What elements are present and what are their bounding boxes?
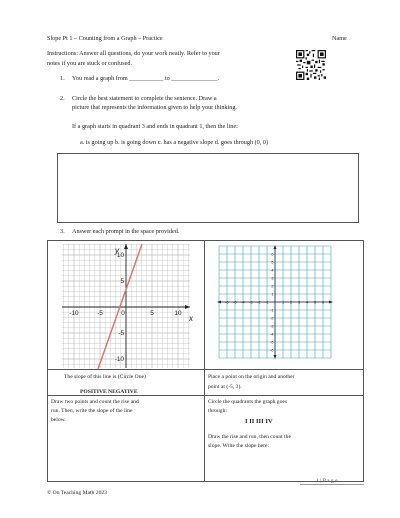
- q1-text: You read a graph from ___________ to _______________.: [72, 75, 220, 82]
- graph-left-cell: [47, 240, 205, 370]
- graph-right-x-tick: -5: [233, 300, 237, 305]
- graph-left-x-tick: 0: [121, 310, 125, 317]
- q2-prompt: If a graph starts in quadrant 3 and ends in quadrant 1, then the line:: [72, 123, 238, 130]
- page-number: 1 | P a g e: [316, 478, 338, 484]
- q2-line-1: Circle the best statement to complete the sentence. Draw a: [72, 95, 217, 102]
- graph-left-y-label: y: [115, 246, 119, 255]
- prompt-table: [47, 240, 364, 482]
- graph-left-x-tick: 5: [150, 310, 154, 317]
- graph-right-y-tick: -4: [270, 332, 274, 337]
- quadrants-cell[interactable]: [204, 395, 364, 482]
- quadrants-line-4: Draw the rise and run, then count the: [208, 434, 291, 440]
- graph-right-cell: [204, 240, 364, 370]
- graph-right[interactable]: [205, 241, 363, 369]
- q2-line-2: picture that represents the information given to help your thinking.: [72, 104, 237, 111]
- graph-right-y-tick: 4: [271, 268, 274, 273]
- graph-left-y-tick: -10: [114, 356, 124, 363]
- slope-sign-options[interactable]: POSITIVE NEGATIVE: [80, 389, 138, 395]
- q2-drawing-box[interactable]: [57, 153, 359, 223]
- quadrants-line-2: through:: [208, 408, 227, 414]
- graph-right-x-tick: 3: [297, 300, 301, 305]
- rise-run-line-1: Draw two points and count the rise and: [51, 399, 139, 405]
- instructions-line-1: Instructions: Answer all questions, do your work neatly. Refer to your: [47, 50, 220, 57]
- name-label: Name: [332, 35, 347, 42]
- graph-right-x-tick: 4: [305, 300, 309, 305]
- graph-right-y-tick: 1: [271, 292, 274, 297]
- graph-right-y-tick: -5: [270, 340, 274, 345]
- copyright: © On Teaching Math 2023: [47, 490, 107, 496]
- quadrant-options[interactable]: I II III IV: [245, 418, 273, 425]
- graph-left-x-tick: -5: [97, 310, 103, 317]
- graph-right-x-tick: 5: [313, 300, 317, 305]
- q3-text: Answer each prompt in the space provided.: [72, 228, 180, 235]
- plot-point-line-2: point at (-5, 3).: [208, 384, 242, 390]
- graph-left-y-tick: 10: [116, 252, 124, 259]
- graph-left-x-tick: -10: [69, 310, 79, 317]
- graph-right-y-tick: -3: [270, 324, 274, 329]
- instructions-line-2: notes if you are stuck or confused.: [47, 60, 133, 67]
- graph-right-x-tick: 2: [289, 300, 293, 305]
- graph-left-x-tick: 10: [174, 310, 182, 317]
- graph-left[interactable]: [48, 241, 204, 369]
- page-title: Slope Pt 1 – Counting from a Graph – Practice: [47, 35, 163, 42]
- graph-right-x-tick: 1: [281, 300, 285, 305]
- graph-left-y-tick: -5: [118, 330, 124, 337]
- graph-right-y-tick: -6: [270, 348, 274, 353]
- rise-run-line-3: below.: [51, 417, 66, 423]
- q2-number: 2.: [60, 95, 65, 102]
- footer-rule: [300, 484, 364, 485]
- graph-right-x-tick: -3: [249, 300, 253, 305]
- graph-left-line: [98, 244, 142, 369]
- slope-sign-prompt: The slope of this line is (Circle One): [64, 374, 146, 380]
- rise-run-line-2: run. Then, write the slope of the line: [51, 408, 133, 414]
- graph-left-y-tick: 5: [120, 278, 124, 285]
- q1-number: 1.: [60, 75, 65, 82]
- quadrants-line-5: slope. Write the slope here:: [208, 443, 270, 449]
- plot-point-line-1: Place a point on the origin and another: [208, 374, 295, 380]
- graph-right-y-tick: -2: [270, 316, 274, 321]
- graph-right-y-tick: 5: [271, 260, 274, 265]
- graph-right-x-tick: -1: [265, 300, 269, 305]
- quadrants-line-1: Circle the quadrants the graph goes: [208, 399, 288, 405]
- graph-right-x-tick: 6: [321, 300, 325, 305]
- plot-point-cell: [204, 369, 364, 396]
- graph-right-y-tick: 2: [271, 284, 274, 289]
- graph-right-x-tick: -6: [225, 300, 229, 305]
- graph-right-x-tick: -2: [257, 300, 261, 305]
- graph-right-x-tick: -4: [241, 300, 245, 305]
- rise-run-cell[interactable]: [47, 395, 205, 482]
- slope-sign-cell: [47, 369, 205, 396]
- graph-right-y-tick: -1: [270, 308, 274, 313]
- q3-number: 3.: [60, 228, 65, 235]
- graph-left-x-label: x: [189, 314, 193, 323]
- qr-code[interactable]: [296, 50, 326, 80]
- graph-right-y-tick: 6: [271, 252, 274, 257]
- q2-choices[interactable]: a. is going up b. is going down c. has a negative slope d. goes through (0, 0): [80, 139, 269, 146]
- graph-right-y-tick: 3: [271, 276, 274, 281]
